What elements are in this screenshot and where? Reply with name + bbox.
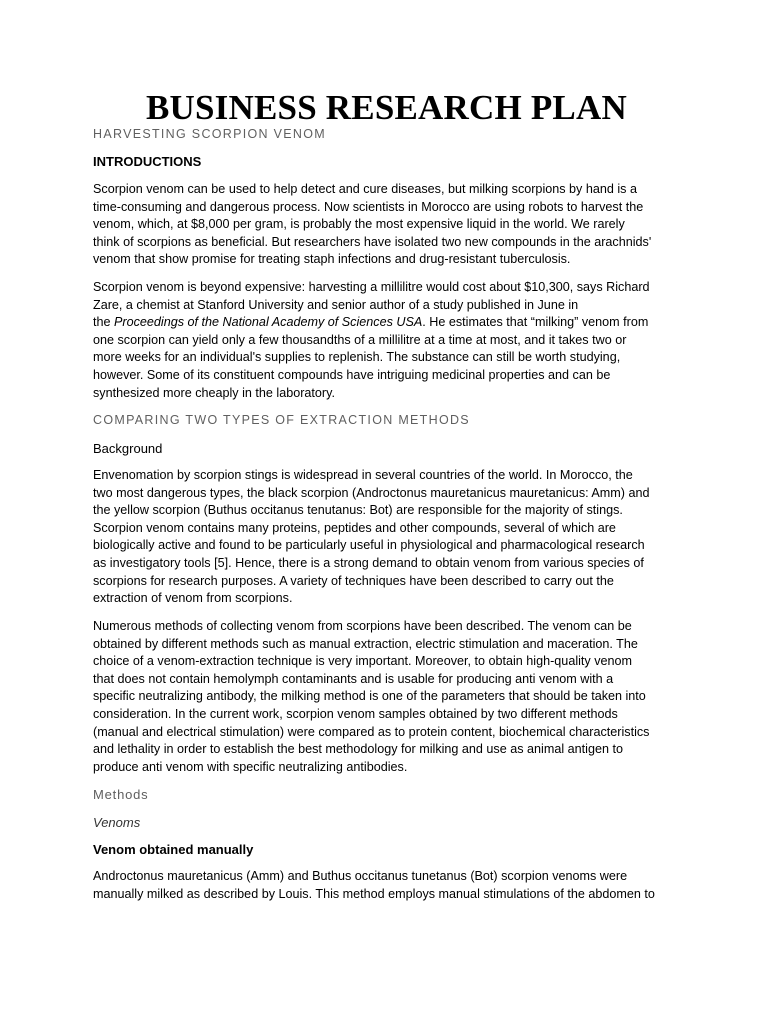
comparing-methods-heading: COMPARING TWO TYPES OF EXTRACTION METHODS [93, 413, 470, 427]
paragraph-line: however. Some of its constituent compounds have intriguing medicinal properties and can be [93, 367, 611, 382]
paragraph-line: scorpions for research purposes. A variety of techniques have been described to carry out the [93, 573, 614, 588]
text-segment: . He estimates that “milking” venom from [422, 315, 649, 330]
subtitle-heading: HARVESTING SCORPION VENOM [93, 127, 326, 141]
paragraph-line: Scorpion venom contains many proteins, peptides and other compounds, several of which are [93, 520, 616, 535]
paragraph-line: two most dangerous types, the black scorpion (Androctonus mauretanicus mauretanicus: Amm) and [93, 485, 650, 500]
paragraph-line: venom, which, at $8,000 per gram, is probably the most expensive liquid in the world. We rarely [93, 217, 625, 232]
introductions-heading: INTRODUCTIONS [93, 154, 202, 169]
paragraph-line: one scorpion can yield only a few thousandths of a millilitre at a time at most, and it takes two or [93, 332, 627, 347]
background-paragraph-2 [93, 618, 683, 776]
journal-citation: Proceedings of the National Academy of Sciences USA [114, 315, 423, 330]
paragraph-line: synthesized more cheaply in the laboratory. [93, 385, 335, 400]
paragraph-line: extraction of venom from scorpions. [93, 591, 293, 606]
paragraph-line: that does not contain hemolymph contaminants and is usable for producing anti venom with a [93, 671, 614, 686]
intro-paragraph-2 [93, 279, 683, 402]
paragraph-line: venom that show promise for treating staph infections and drug-resistant tuberculosis. [93, 252, 571, 267]
paragraph-line: biologically active and found to be particularly useful in physiological and pharmacological research [93, 538, 645, 553]
paragraph-line: specific neutralizing antibody, the milking method is one of the parameters that should be taken into [93, 689, 646, 704]
paragraph-line: the yellow scorpion (Buthus occitanus tenutanus: Bot) are responsible for the majority of stings. [93, 503, 623, 518]
intro-paragraph-1 [93, 181, 683, 269]
paragraph-line: choice of a venom-extraction technique is very important. Moreover, to obtain high-quality venom [93, 654, 633, 669]
venoms-heading: Venoms [93, 815, 141, 830]
paragraph-line: Envenomation by scorpion stings is widespread in several countries of the world. In Morocco, the [93, 468, 633, 482]
background-heading: Background [93, 441, 163, 456]
venom-manual-heading: Venom obtained manually [93, 842, 254, 857]
paragraph-line: think of scorpions as beneficial. But researchers have isolated two new compounds in the arachnids' [93, 234, 652, 249]
background-paragraph-1 [93, 467, 683, 608]
paragraph-line: more weeks for an individual's supplies to replenish. The substance can still be worth studying, [93, 350, 621, 365]
venom-manual-paragraph [93, 868, 683, 903]
paragraph-line: as investigatory tools [5]. Hence, there is a strong demand to obtain venom from various species of [93, 555, 644, 570]
paragraph-line: Zare, a chemist at Stanford University and senior author of a study published in June in [93, 297, 579, 312]
text-segment: the [93, 315, 115, 330]
paragraph-line: (manual and electrical stimulation) were compared as to protein content, biochemical characteristics [93, 724, 650, 739]
paragraph-line: Androctonus mauretanicus (Amm) and Buthus occitanus tunetanus (Bot) scorpion venoms were [93, 869, 628, 883]
paragraph-line: manually milked as described by Louis. This method employs manual stimulations of the abdomen to [93, 886, 655, 901]
paragraph-line: Scorpion venom is beyond expensive: harvesting a millilitre would cost about $10,300, says Richard [93, 280, 650, 294]
paragraph-line: Numerous methods of collecting venom from scorpions have been described. The venom can be [93, 619, 632, 633]
paragraph-line: Scorpion venom can be used to help detect and cure diseases, but milking scorpions by hand is a [93, 182, 637, 196]
methods-heading: Methods [93, 787, 149, 802]
paragraph-line: consideration. In the current work, scorpion venom samples obtained by two different methods [93, 706, 618, 721]
paragraph-line: time-consuming and dangerous process. Now scientists in Morocco are using robots to harvest the [93, 199, 644, 214]
paragraph-line: produce anti venom with specific neutralizing antibodies. [93, 759, 408, 774]
paragraph-line: obtained by different methods such as manual extraction, electric stimulation and maceration. The [93, 636, 638, 651]
paragraph-line: and lethality in order to establish the best methodology for milking and use as animal antigen to [93, 742, 623, 757]
document-title: BUSINESS RESEARCH PLAN [146, 88, 627, 127]
paragraph-line-with-citation [93, 314, 683, 332]
